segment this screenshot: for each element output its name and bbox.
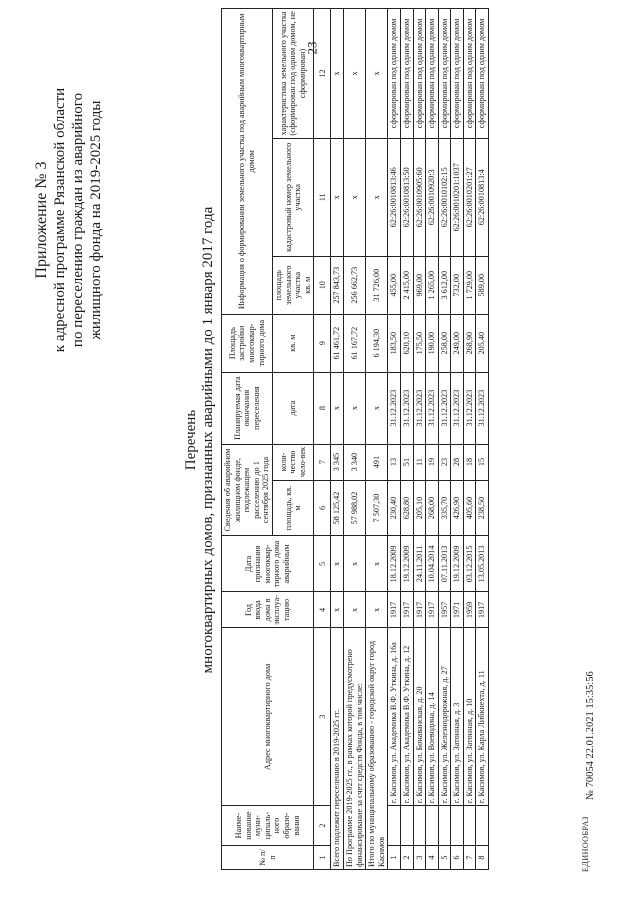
housing-table (221, 8, 489, 870)
logo-stamp: ЕДИНООБРАЗ (581, 815, 590, 872)
cell-cad: 62:26:0010102:15 (438, 138, 451, 256)
column-number: 6 (314, 480, 331, 536)
cell-date: 18.12.2009 (388, 536, 401, 592)
cell-people: 28 (451, 444, 464, 480)
summary-row (366, 9, 388, 870)
summary-cell: х (366, 536, 388, 592)
table-row (438, 9, 451, 870)
summary-cell: х (343, 536, 365, 592)
cell-n: 4 (426, 846, 439, 870)
table-row (451, 9, 464, 870)
cell-build: 205,40 (476, 314, 489, 372)
cell-char: сформирован под одним домом (388, 9, 401, 139)
cell-n: 8 (476, 846, 489, 870)
column-number: 2 (314, 806, 331, 846)
summary-cell: х (331, 592, 344, 628)
cell-people: 13 (388, 444, 401, 480)
summary-row (331, 9, 344, 870)
cell-date: 13.05.2013 (476, 536, 489, 592)
cell-year: 1917 (413, 592, 426, 628)
summary-cell: х (366, 9, 388, 139)
summary-label: Итого по муниципальному образованию - городской округ город Касимов (366, 628, 388, 870)
cell-build: 190,00 (426, 314, 439, 372)
cell-land: 1 265,00 (426, 256, 439, 314)
cell-build: 620,10 (400, 314, 413, 372)
table-row (476, 9, 489, 870)
municipality-cell (426, 806, 439, 846)
cell-date: 03.12.2015 (463, 536, 476, 592)
cell-n: 6 (451, 846, 464, 870)
summary-cell: х (366, 372, 388, 444)
summary-cell: 6 194,30 (366, 314, 388, 372)
col-header-area: площадь, кв. м (272, 480, 313, 536)
col-header-people: коли-чество чело-век (272, 444, 313, 480)
cell-cad: 62:26:0010813:4 (476, 138, 489, 256)
table-row (400, 9, 413, 870)
cell-date: 24.11.2011 (413, 536, 426, 592)
municipality-cell (463, 806, 476, 846)
cell-cad: 62:26:0010201:27 (463, 138, 476, 256)
table-row (388, 9, 401, 870)
cell-land: 732,00 (451, 256, 464, 314)
summary-row (343, 9, 365, 870)
cell-year: 1959 (463, 592, 476, 628)
municipality-cell (476, 806, 489, 846)
document-title (183, 0, 217, 880)
cell-cad: 62:26:0010201:1037 (451, 138, 464, 256)
cell-end: 31.12.2023 (413, 372, 426, 444)
municipality-cell (438, 806, 451, 846)
cell-land: 3 612,00 (438, 256, 451, 314)
cell-addr: г. Касимов, ул. Академика В.Ф. Уткина, д. 16а (388, 628, 401, 806)
municipality-cell (400, 806, 413, 846)
cell-people: 18 (463, 444, 476, 480)
summary-cell: 58 125,42 (331, 480, 344, 536)
col-header-num: № п/п (222, 846, 314, 870)
col-header-build: Площадь застройки многоквар-тирного дома (222, 314, 273, 372)
col-header-build-unit: кв. м (272, 314, 313, 372)
col-header-end: Планируемая дата окончания переселения (222, 372, 273, 444)
cell-year: 1917 (388, 592, 401, 628)
col-header-cadastral: кадастровый номер земельного участка (272, 138, 313, 256)
col-header-land-info: Информация о формировании земельного участка под аварийным многоквартирным домом (222, 9, 273, 315)
summary-cell: х (366, 592, 388, 628)
cell-char: сформирован под одним домом (476, 9, 489, 139)
cell-n: 1 (388, 846, 401, 870)
summary-cell: х (343, 9, 365, 139)
cell-end: 31.12.2023 (451, 372, 464, 444)
cell-land: 2 415,00 (400, 256, 413, 314)
appendix-line2: к адресной программе Рязанской области (52, 87, 68, 353)
cell-land: 1 729,00 (463, 256, 476, 314)
summary-cell: х (331, 536, 344, 592)
cell-char: сформирован под одним домом (463, 9, 476, 139)
cell-build: 268,90 (463, 314, 476, 372)
col-header-land-area: площадь земельного участка кв. м (272, 256, 313, 314)
cell-build: 183,50 (388, 314, 401, 372)
cell-date: 10.04.2014 (426, 536, 439, 592)
appendix-header (33, 10, 105, 430)
summary-label: Всего подлежит переселению в 2019-2025 гг. (331, 628, 344, 870)
cell-addr: г. Касимов, ул. Академика В.Ф. Уткина, д. 12 (400, 628, 413, 806)
document-id: № 70054 22.01.2021 15:35:56 (585, 671, 596, 800)
cell-land: 969,00 (413, 256, 426, 314)
cell-addr: г. Касимов, ул. Железнодорожная, д. 27 (438, 628, 451, 806)
cell-cad: 62:26:0010813:46 (388, 138, 401, 256)
appendix-line3: по переселению граждан из аварийного (70, 92, 86, 348)
cell-people: 15 (476, 444, 489, 480)
column-number: 7 (314, 444, 331, 480)
summary-cell: х (331, 372, 344, 444)
summary-cell: 257 843,73 (331, 256, 344, 314)
cell-year: 1917 (476, 592, 489, 628)
appendix-title: Приложение № 3 (33, 161, 50, 279)
column-number: 8 (314, 372, 331, 444)
cell-year: 1957 (438, 592, 451, 628)
summary-cell: 61 461,72 (331, 314, 344, 372)
appendix-line4: жилищного фонда на 2019-2025 годы (88, 100, 104, 340)
cell-n: 3 (413, 846, 426, 870)
column-number: 11 (314, 138, 331, 256)
cell-n: 2 (400, 846, 413, 870)
cell-build: 249,00 (451, 314, 464, 372)
municipality-cell (388, 806, 401, 846)
summary-cell: х (331, 138, 344, 256)
cell-addr: г. Касимов, ул. Карла Либкнехта, д. 11 (476, 628, 489, 806)
summary-cell: 3 345 (331, 444, 344, 480)
cell-end: 31.12.2023 (476, 372, 489, 444)
summary-rows (331, 9, 388, 870)
cell-date: 07.11.2013 (438, 536, 451, 592)
cell-area: 426,90 (451, 480, 464, 536)
cell-area: 405,60 (463, 480, 476, 536)
table-row (426, 9, 439, 870)
summary-cell: 57 988,02 (343, 480, 365, 536)
page-number: 23 (304, 41, 320, 55)
col-header-characteristic: характеристика земельного участка (сформирован под одним домом, не сформирован) (272, 9, 313, 139)
column-number: 10 (314, 256, 331, 314)
col-header-end-unit: дата (272, 372, 313, 444)
summary-cell: х (331, 9, 344, 139)
col-header-housing: Сведения об аварийном жилищном фонде, подлежащем расселению до 1 сентября 2025 года (222, 444, 273, 536)
col-header-date: Дата признания многоквар-тирного дома аварийным (222, 536, 314, 592)
summary-cell: х (343, 592, 365, 628)
column-number: 4 (314, 592, 331, 628)
cell-n: 7 (463, 846, 476, 870)
cell-people: 23 (438, 444, 451, 480)
table-row (463, 9, 476, 870)
col-header-municipality: Наиме-нование муни-ципаль-ного образо-вания (222, 806, 314, 846)
municipality-cell (451, 806, 464, 846)
column-number: 3 (314, 628, 331, 806)
cell-cad: 62:26:0010920:3 (426, 138, 439, 256)
summary-cell: 7 507,30 (366, 480, 388, 536)
cell-char: сформирован под одним домом (426, 9, 439, 139)
rotated-page (25, 0, 615, 880)
municipality-cell (413, 806, 426, 846)
summary-cell: х (343, 372, 365, 444)
cell-people: 11 (413, 444, 426, 480)
cell-n: 5 (438, 846, 451, 870)
cell-year: 1917 (426, 592, 439, 628)
cell-end: 31.12.2023 (388, 372, 401, 444)
cell-cad: 62:26:0010813:50 (400, 138, 413, 256)
summary-cell: 491 (366, 444, 388, 480)
summary-cell: х (343, 138, 365, 256)
col-header-address: Адрес многоквартирного дома (222, 628, 314, 806)
cell-land: 455,00 (388, 256, 401, 314)
cell-area: 335,70 (438, 480, 451, 536)
cell-build: 258,00 (438, 314, 451, 372)
cell-addr: г. Касимов, ул. Затонная, д. 3 (451, 628, 464, 806)
title-line1: Перечень (183, 409, 199, 471)
cell-end: 31.12.2023 (438, 372, 451, 444)
cell-cad: 62:26:0010905:60 (413, 138, 426, 256)
cell-addr: г. Касимов, ул. Бонаванская, д. 20 (413, 628, 426, 806)
cell-addr: г. Касимов, ул. Воеводина, д. 14 (426, 628, 439, 806)
cell-end: 31.12.2023 (463, 372, 476, 444)
table-row (413, 9, 426, 870)
cell-addr: г. Касимов, ул. Затонная, д. 10 (463, 628, 476, 806)
title-line2: многоквартирных домов, признанных аварийными до 1 января 2017 года (200, 206, 216, 674)
cell-area: 628,80 (400, 480, 413, 536)
cell-date: 19.12.2009 (451, 536, 464, 592)
column-number: 5 (314, 536, 331, 592)
cell-char: сформирован под одним домом (451, 9, 464, 139)
cell-people: 51 (400, 444, 413, 480)
summary-cell: 3 340 (343, 444, 365, 480)
cell-end: 31.12.2023 (426, 372, 439, 444)
summary-cell: 61 167,72 (343, 314, 365, 372)
summary-cell: х (366, 138, 388, 256)
cell-area: 268,00 (426, 480, 439, 536)
cell-area: 230,40 (388, 480, 401, 536)
cell-year: 1971 (451, 592, 464, 628)
cell-build: 175,50 (413, 314, 426, 372)
cell-land: 589,00 (476, 256, 489, 314)
cell-area: 238,50 (476, 480, 489, 536)
cell-people: 19 (426, 444, 439, 480)
cell-area: 205,10 (413, 480, 426, 536)
cell-end: 31.12.2023 (400, 372, 413, 444)
cell-char: сформирован под одним домом (413, 9, 426, 139)
cell-char: сформирован под одним домом (438, 9, 451, 139)
column-numbers-row (314, 9, 331, 870)
summary-label: По Программе 2019-2025 гг., в рамках которой предусмотрено финансирование за счет средств Фонда, в том числе: (343, 628, 365, 870)
cell-date: 19.12.2009 (400, 536, 413, 592)
column-number: 1 (314, 846, 331, 870)
summary-cell: 31 726,00 (366, 256, 388, 314)
column-number: 9 (314, 314, 331, 372)
data-rows (388, 9, 489, 870)
cell-year: 1917 (400, 592, 413, 628)
col-header-year: Год ввода дома в эксплуа-тацию (222, 592, 314, 628)
cell-char: сформирован под одним домом (400, 9, 413, 139)
summary-cell: 256 662,73 (343, 256, 365, 314)
column-number: 12 (314, 9, 331, 139)
